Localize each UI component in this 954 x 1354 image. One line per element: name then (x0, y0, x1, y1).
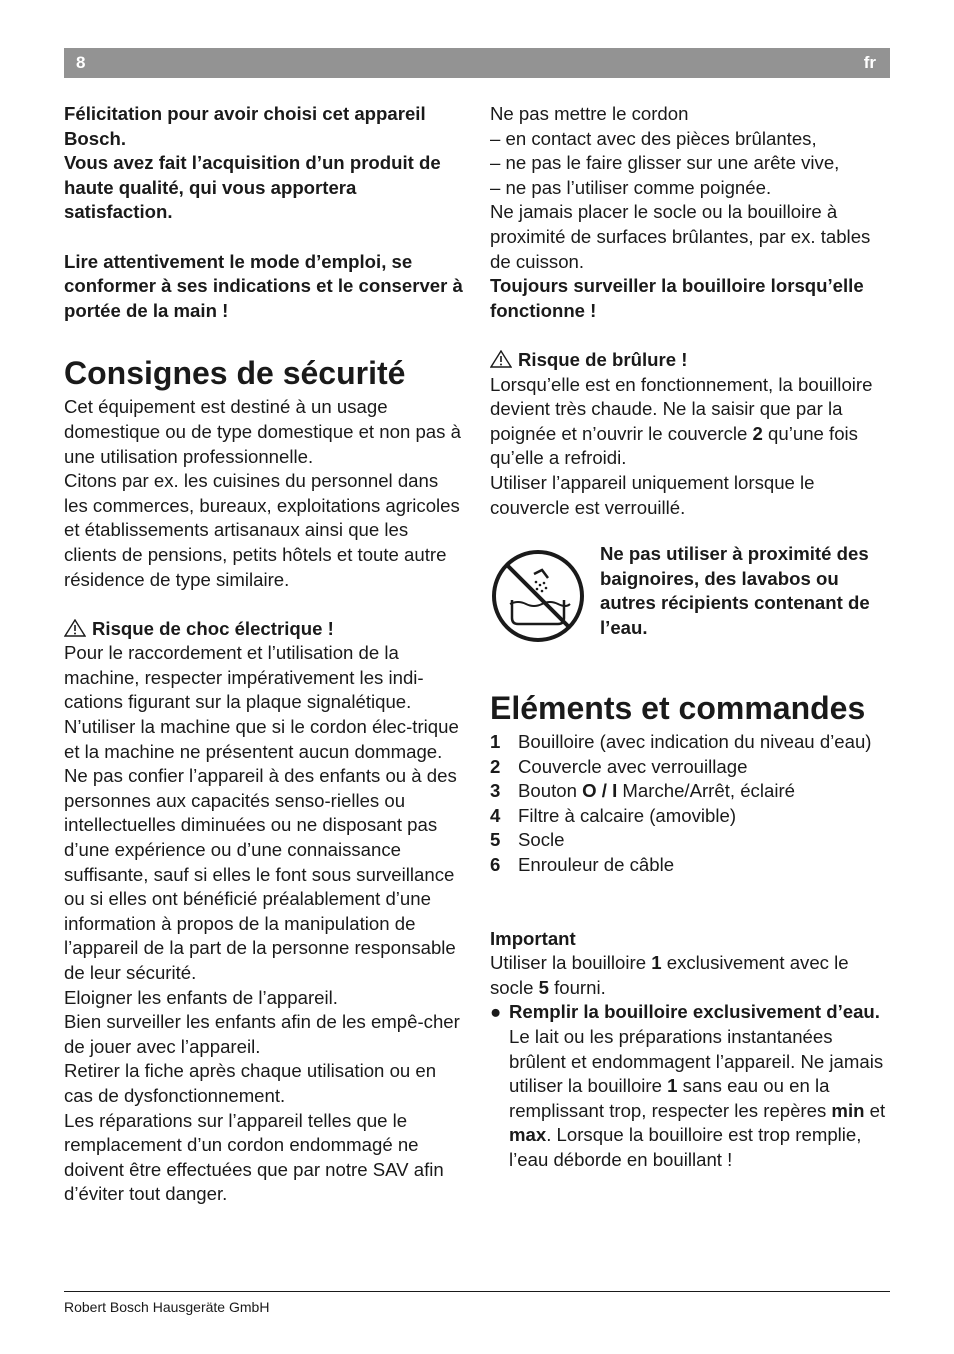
elements-title: Eléments et commandes (490, 690, 866, 727)
page-number: 8 (76, 53, 86, 72)
left-column (64, 102, 464, 1207)
burn-text-1: Lorsqu’elle est en fonctionnement, la bouilloire devient très chaude. Ne la saisir que par la poignée et n’ouvrir le couvercle 2 qu’une fois qu’elle a refroidi. (490, 373, 873, 469)
usage-text-2: Citons par ex. les cuisines du personnel dans les commerces, bureaux, exploitations agricoles et établissements artisanaux ainsi que les clients de pensions, petits hôtels et toute autre résidence de type similaire. (64, 470, 460, 590)
list-item: 5 Socle (490, 829, 565, 851)
footer-divider (64, 1291, 890, 1292)
list-item: 3 Bouton O / I Marche/Arrêt, éclairé (490, 780, 795, 802)
warning-triangle-icon (490, 350, 512, 368)
shock-warning-label: Risque de choc électrique ! (92, 617, 334, 639)
elements-list (490, 730, 890, 878)
language-code: fr (863, 53, 876, 72)
safety-title: Consignes de sécurité (64, 355, 406, 392)
cord-intro: Ne pas mettre le cordon (490, 103, 689, 124)
shock-text-7: Les réparations sur l’appareil telles que le remplacement d’un cordon endommagé ne doivent être effectuées que par notre SAV afin d’éviter tout danger. (64, 1109, 444, 1205)
shock-text-1: Pour le raccordement et l’utilisation de la machine, respecter impérativement les indi-cations figurant sur la plaque signalétique. (64, 642, 424, 713)
burn-warning-heading (490, 348, 890, 373)
list-item: 4 Filtre à calcaire (amovible) (490, 804, 737, 826)
cord-item: – ne pas l’utiliser comme poignée. (490, 176, 772, 198)
list-item: 2 Couvercle avec verrouillage (490, 755, 748, 777)
right-column (490, 102, 890, 1173)
supervise-text: Toujours surveiller la bouilloire lorsqu’elle fonctionne ! (490, 275, 864, 321)
burn-text-2: Utiliser l’appareil uniquement lorsque le couvercle est verrouillé. (490, 471, 815, 518)
shock-text-3: Ne pas confier l’appareil à des enfants ou à des personnes aux capacités senso-rielles ou intellectuelles diminuées ou ne disposant pas d’une expérience ou d’une connaissance suffisante, sauf si elles le font sous surveillance ou si elles ont bénéficié préalablement d’une information à propos de la manipulation de l’appareil de la part de la personne responsable de leur sécurité. (64, 765, 457, 983)
no-water-prohibition-icon (490, 548, 586, 644)
no-water-text: Ne pas utiliser à proximité des baignoires, des lavabos ou autres récipients contenant de l’eau. (600, 543, 870, 638)
intro-congrats: Félicitation pour avoir choisi cet appareil Bosch. (64, 103, 426, 149)
intro-quality: Vous avez fait l’acquisition d’un produit de haute qualité, qui vous apportera satisfaction. (64, 152, 441, 223)
usage-text-1: Cet équipement est destiné à un usage domestique ou de type domestique et non pas à une utilisation professionnelle. (64, 396, 461, 467)
base-warning-text: Ne jamais placer le socle ou la bouilloire à proximité de surfaces brûlantes, par ex. tables de cuisson. (490, 201, 871, 272)
warning-triangle-icon (64, 619, 86, 637)
list-item: 1 Bouilloire (avec indication du niveau d’eau) (490, 731, 872, 753)
shock-text-2: N’utiliser la machine que si le cordon élec-trique et la machine ne présentent aucun dommage. (64, 716, 459, 762)
cord-item: – en contact avec des pièces brûlantes, (490, 127, 817, 149)
intro-read-manual: Lire attentivement le mode d’emploi, se conformer à ses indications et le conserver à portée de la main ! (64, 250, 463, 321)
important-heading: Important (490, 927, 576, 949)
page-header-bar (64, 48, 890, 78)
list-item: 6 Enrouleur de câble (490, 854, 675, 876)
important-text: Utiliser la bouilloire 1 exclusivement avec le socle 5 fourni. (490, 952, 849, 998)
footer-company: Robert Bosch Hausgeräte GmbH (64, 1299, 270, 1315)
shock-text-5: Bien surveiller les enfants afin de les empê-cher de jouer avec l’appareil. (64, 1011, 460, 1057)
shock-text-4: Eloigner les enfants de l’appareil. (64, 986, 338, 1008)
burn-warning-label: Risque de brûlure ! (518, 348, 688, 370)
fill-water-bullet: ● Remplir la bouilloire exclusivement d’eau. Le lait ou les préparations instantanées brûlent et endommagent l’appareil. Ne jamais utiliser la bouilloire 1 sans eau ou en la remplissant trop, respecter les repères min et max. Lorsque la bouilloire est trop remplie, l’eau déborde en bouillant ! (490, 1001, 886, 1170)
no-water-warning (490, 542, 890, 662)
shock-text-6: Retirer la fiche après chaque utilisation ou en cas de dysfonctionnement. (64, 1060, 437, 1106)
shock-warning-heading (64, 617, 464, 642)
cord-item: – ne pas le faire glisser sur une arête vive, (490, 152, 840, 174)
